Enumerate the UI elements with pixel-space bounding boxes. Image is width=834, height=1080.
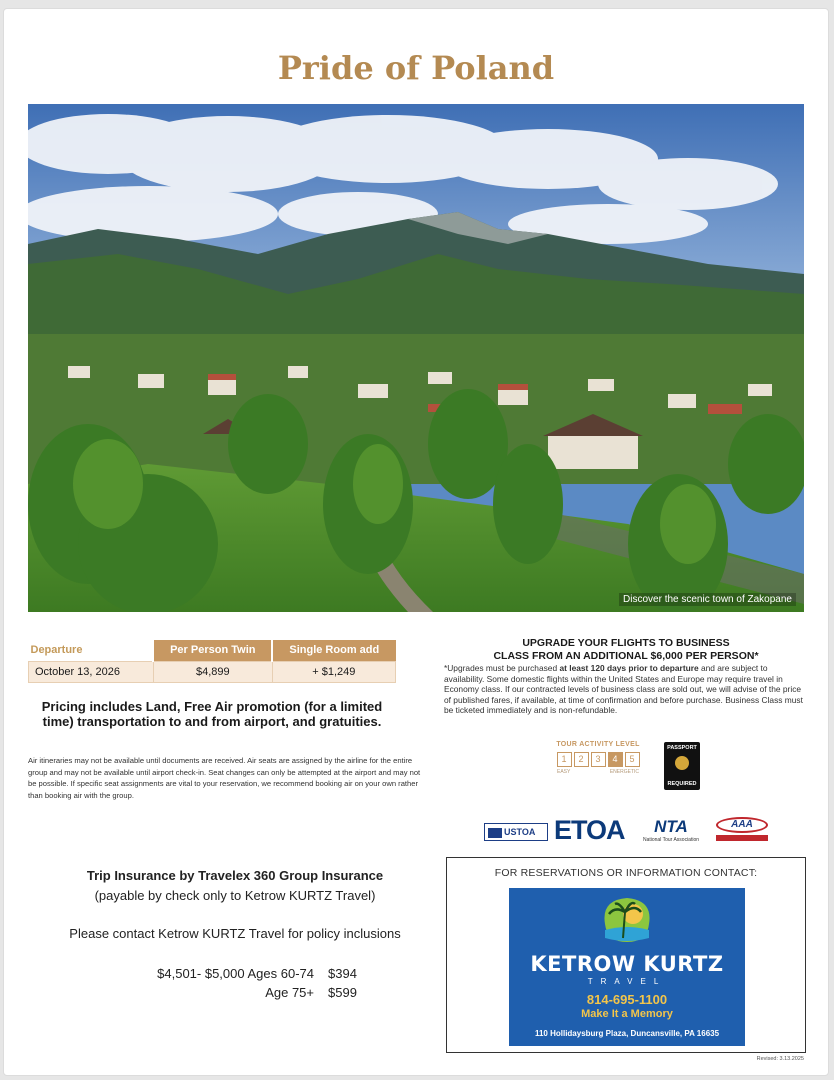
pricing-header-row [29, 640, 396, 661]
rate-range: $4,501- $5,000 Ages 60-74 [157, 966, 314, 981]
insurance-section [28, 866, 442, 944]
contact-heading: FOR RESERVATIONS OR INFORMATION CONTACT: [494, 867, 758, 879]
hero-photo [28, 104, 804, 612]
aaa-logo [716, 817, 768, 843]
activity-label: TOUR ACTIVITY LEVEL [556, 741, 640, 748]
insurance-rate-row [114, 983, 374, 1002]
ustoa-logo [484, 823, 548, 841]
insurance-contact-note: Please contact Ketrow KURTZ Travel for policy inclusions [69, 926, 401, 941]
activity-level-box: 3 [591, 752, 606, 767]
photo-caption: Discover the scenic town of Zakopane [619, 593, 796, 606]
agency-phone[interactable]: 814-695-1100 [586, 992, 668, 1007]
zakopane-landscape-image [28, 104, 804, 612]
pricing-table [28, 640, 396, 683]
upgrade-terms-prefix: *Upgrades must be purchased [444, 663, 560, 673]
palm-tree-logo-icon [597, 894, 657, 946]
activity-scale-ends [553, 769, 643, 775]
departure-header: Departure [29, 640, 154, 661]
passport-required-label: REQUIRED [667, 781, 697, 787]
air-fine-print: Air itineraries may not be available until documents are received. Air seats are assigned by the airline for the entire group and may not be available until airport check-in. Seat changes can only be attempted at the airport and may not be possible. If specific seat assignments are vital to your reservation, we recommend booking air on your own rather than booking air with the group. [28, 756, 421, 800]
activity-scale [553, 752, 643, 767]
agency-tagline: Make It a Memory [581, 1008, 673, 1020]
activity-level-box: 5 [625, 752, 640, 767]
passport-label: PASSPORT [667, 745, 697, 751]
insurance-rate-row [114, 964, 374, 983]
page-title: Pride of Poland [277, 49, 555, 87]
upgrade-heading [448, 637, 804, 662]
pricing-row [29, 661, 396, 682]
upgrade-terms [444, 663, 804, 716]
brochure-page [3, 8, 829, 1076]
activity-energetic-label: ENERGETIC [609, 769, 639, 775]
upgrade-heading-line2: CLASS FROM AN ADDITIONAL $6,000 PER PERSON* [493, 649, 759, 662]
single-header: Single Room add [272, 640, 395, 661]
aaa-text: AAA [716, 817, 768, 833]
pricing-includes: Pricing includes Land, Free Air promotion (for a limited time) transportation to and from airport, and gratuities. [41, 699, 383, 729]
nta-text: NTA [654, 817, 688, 836]
upgrade-heading-line1: UPGRADE YOUR FLIGHTS TO BUSINESS [522, 637, 730, 649]
agency-address: 110 Hollidaysburg Plaza, Duncansville, PA 16635 [534, 1029, 720, 1038]
activity-level-box-selected: 4 [608, 752, 623, 767]
rate-price: $394 [328, 966, 357, 981]
association-logos [484, 813, 804, 853]
tour-activity-level [553, 741, 643, 775]
aaa-bar [716, 835, 768, 841]
twin-header: Per Person Twin [153, 640, 272, 661]
rate-price: $599 [328, 985, 357, 1000]
activity-easy-label: EASY [557, 769, 571, 775]
passport-seal-icon [675, 756, 689, 770]
agency-subname: TRAVEL [587, 977, 667, 986]
agency-name: KETROW KURTZ [530, 952, 724, 976]
ustoa-mark-icon [488, 828, 502, 838]
rate-range: Age 75+ [265, 985, 314, 1000]
nta-subtext: National Tour Association [642, 837, 700, 843]
twin-price: $4,899 [153, 661, 272, 682]
insurance-title: Trip Insurance by Travelex 360 Group Insurance [86, 868, 384, 883]
nta-logo [638, 817, 704, 843]
activity-level-box: 2 [574, 752, 589, 767]
revised-date: Revised: 3.13.2025 [756, 1056, 804, 1062]
upgrade-terms-bold: at least 120 days prior to departure [559, 663, 699, 673]
departure-date: October 13, 2026 [29, 661, 154, 682]
passport-required-icon [664, 742, 700, 790]
insurance-rates [114, 964, 374, 1002]
insurance-subtitle: (payable by check only to Ketrow KURTZ Travel) [94, 888, 376, 903]
ustoa-text: USTOA [504, 827, 536, 837]
single-add-price: + $1,249 [272, 661, 395, 682]
contact-box [446, 857, 806, 1053]
upgrade-terms-rest: and are subject to availability. Some domestic flights within the United States and Europe may require travel in Economy class. If our contracted levels of business class are sold out, we will advise of the price of published fares, if available, at time of confirmation and before purchase. Business Class must be ticketed immediately and is non-refundable. [444, 663, 803, 715]
ketrow-kurtz-ad [509, 888, 745, 1046]
etoa-logo: ETOA [554, 815, 625, 845]
activity-level-box: 1 [557, 752, 572, 767]
